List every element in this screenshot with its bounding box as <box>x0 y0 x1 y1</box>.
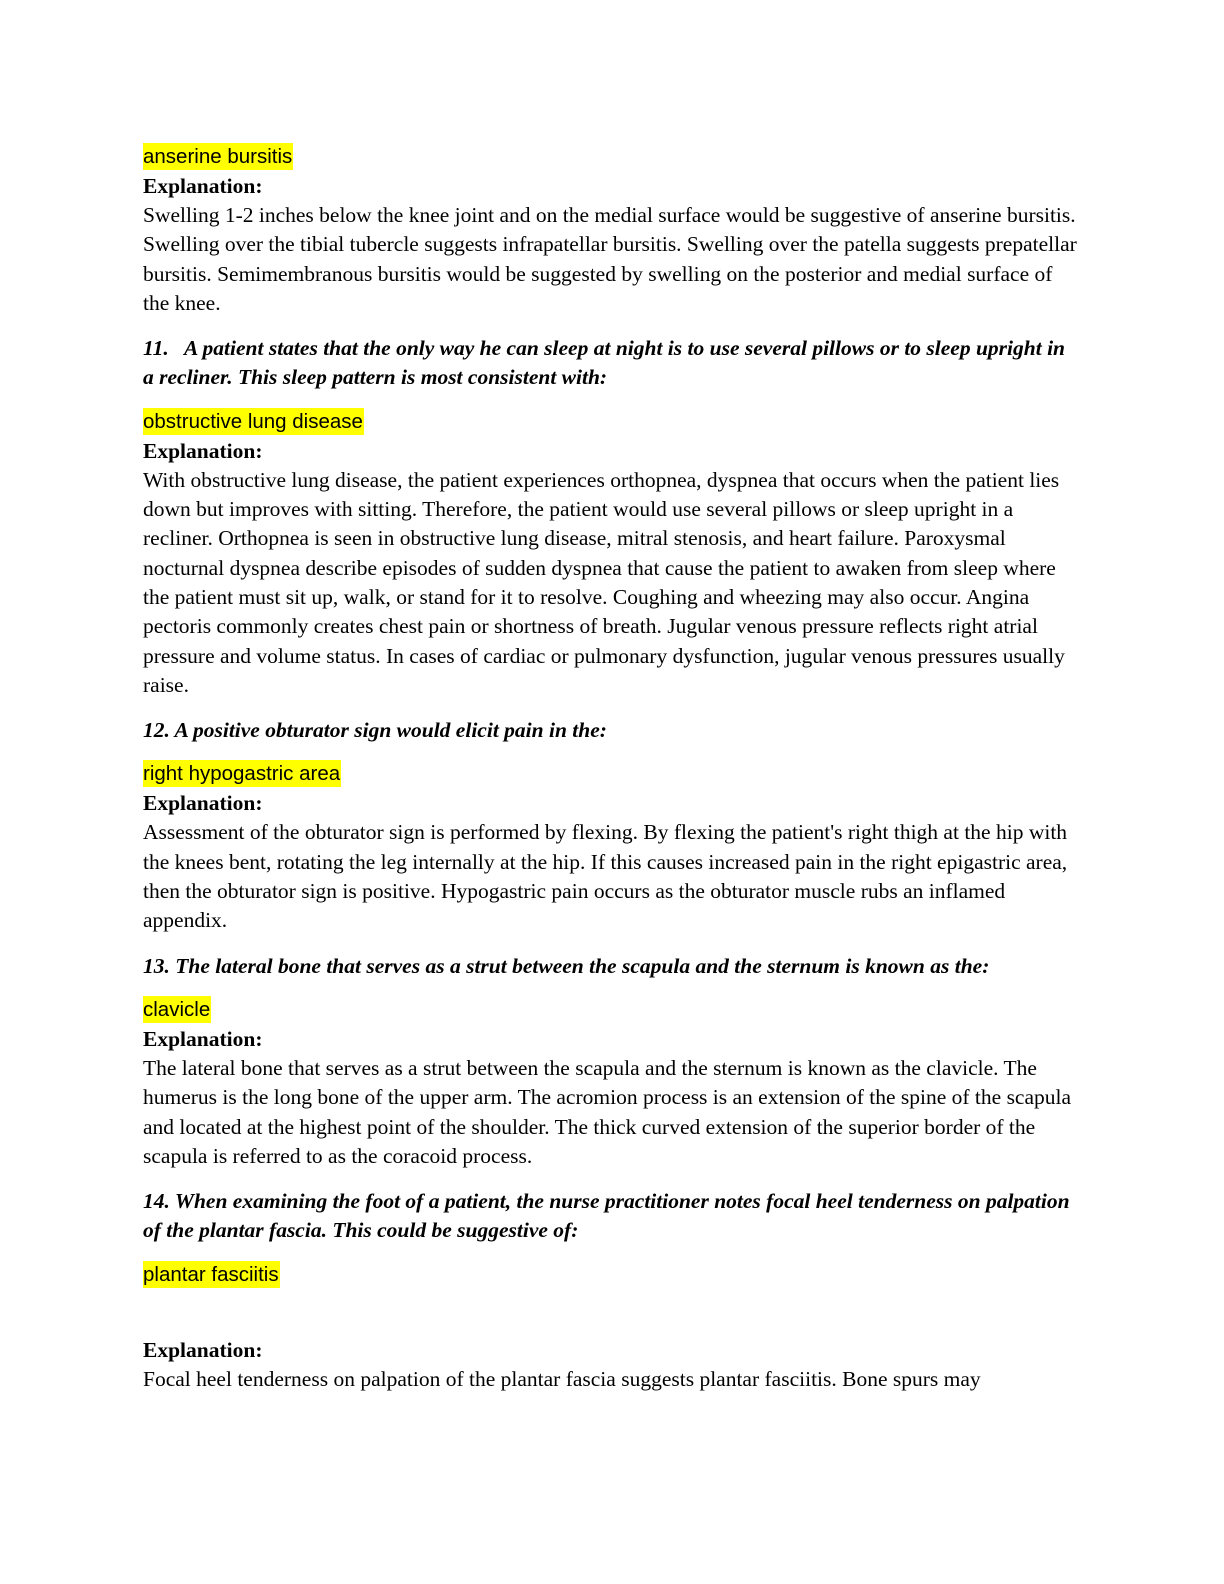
explanation-label: Explanation: <box>143 174 263 198</box>
explanation-label: Explanation: <box>143 1026 263 1051</box>
explanation-text: Focal heel tenderness on palpation of the plantar fascia suggests plantar fasciitis. Bone spurs may <box>143 1366 981 1391</box>
question-13: 13. The lateral bone that serves as a strut between the scapula and the sternum is known as the: <box>143 953 990 978</box>
question-12: 12. A positive obturator sign would elicit pain in the: <box>143 718 607 743</box>
answer-line <box>143 996 1078 1025</box>
question-11: 11. A patient states that the only way he can sleep at night is to use several pillows or to sleep upright in a recliner. This sleep pattern is most consistent with: <box>143 336 1071 390</box>
explanation-text: Swelling 1-2 inches below the knee joint and on the medial surface would be suggestive of anserine bursitis. Swelling over the tibial tubercle suggests infrapatellar bursitis. Swelling over the patella suggests prepatellar bursitis. Semimembranous bursitis would be suggested by swelling on the posterior and medial surface of the knee. <box>143 203 1077 315</box>
answer-highlight: obstructive lung disease <box>143 409 363 433</box>
explanation-text: With obstructive lung disease, the patient experiences orthopnea, dyspnea that occurs when the patient lies down but improves with sitting. Therefore, the patient would use several pillows or sleep upright in a recliner. Orthopnea is seen in obstructive lung disease, mitral stenosis, and heart failure. Paroxysmal nocturnal dyspnea describe episodes of sudden dyspnea that cause the patient to awaken from sleep where the patient must sit up, walk, or stand for it to resolve. Coughing and wheezing may also occur. Angina pectoris commonly creates chest pain or shortness of breath. Jugular venous pressure reflects right atrial pressure and volume status. In cases of cardiac or pulmonary dysfunction, jugular venous pressures usually raise. <box>143 467 1065 697</box>
answer-line <box>143 760 1078 789</box>
explanation-text: Assessment of the obturator sign is performed by flexing. By flexing the patient's right thigh at the hip with the knees bent, rotating the leg internally at the hip. If this causes increased pain in the right epigastric area, then the obturator sign is positive. Hypogastric pain occurs as the obturator muscle rubs an inflamed appendix. <box>143 820 1068 933</box>
answer-highlight: anserine bursitis <box>143 145 293 168</box>
answer-line <box>143 1261 1078 1290</box>
document-page <box>143 143 1078 1394</box>
explanation-label: Explanation: <box>143 791 263 816</box>
answer-line <box>143 408 1078 437</box>
explanation-label: Explanation: <box>143 1337 263 1362</box>
answer-highlight: plantar fasciitis <box>143 1262 279 1286</box>
answer-line <box>143 143 1078 172</box>
explanation-text: The lateral bone that serves as a strut between the scapula and the sternum is known as the clavicle. The humerus is the long bone of the upper arm. The acromion process is an extension of the spine of the scapula and located at the highest point of the shoulder. The thick curved extension of the superior border of the scapula is referred to as the coracoid process. <box>143 1055 1072 1168</box>
explanation-label: Explanation: <box>143 438 263 463</box>
answer-highlight: clavicle <box>143 997 211 1021</box>
answer-highlight: right hypogastric area <box>143 762 341 786</box>
question-14: 14. When examining the foot of a patient, the nurse practitioner notes focal heel tenderness on palpation of the plantar fascia. This could be suggestive of: <box>143 1189 1070 1243</box>
